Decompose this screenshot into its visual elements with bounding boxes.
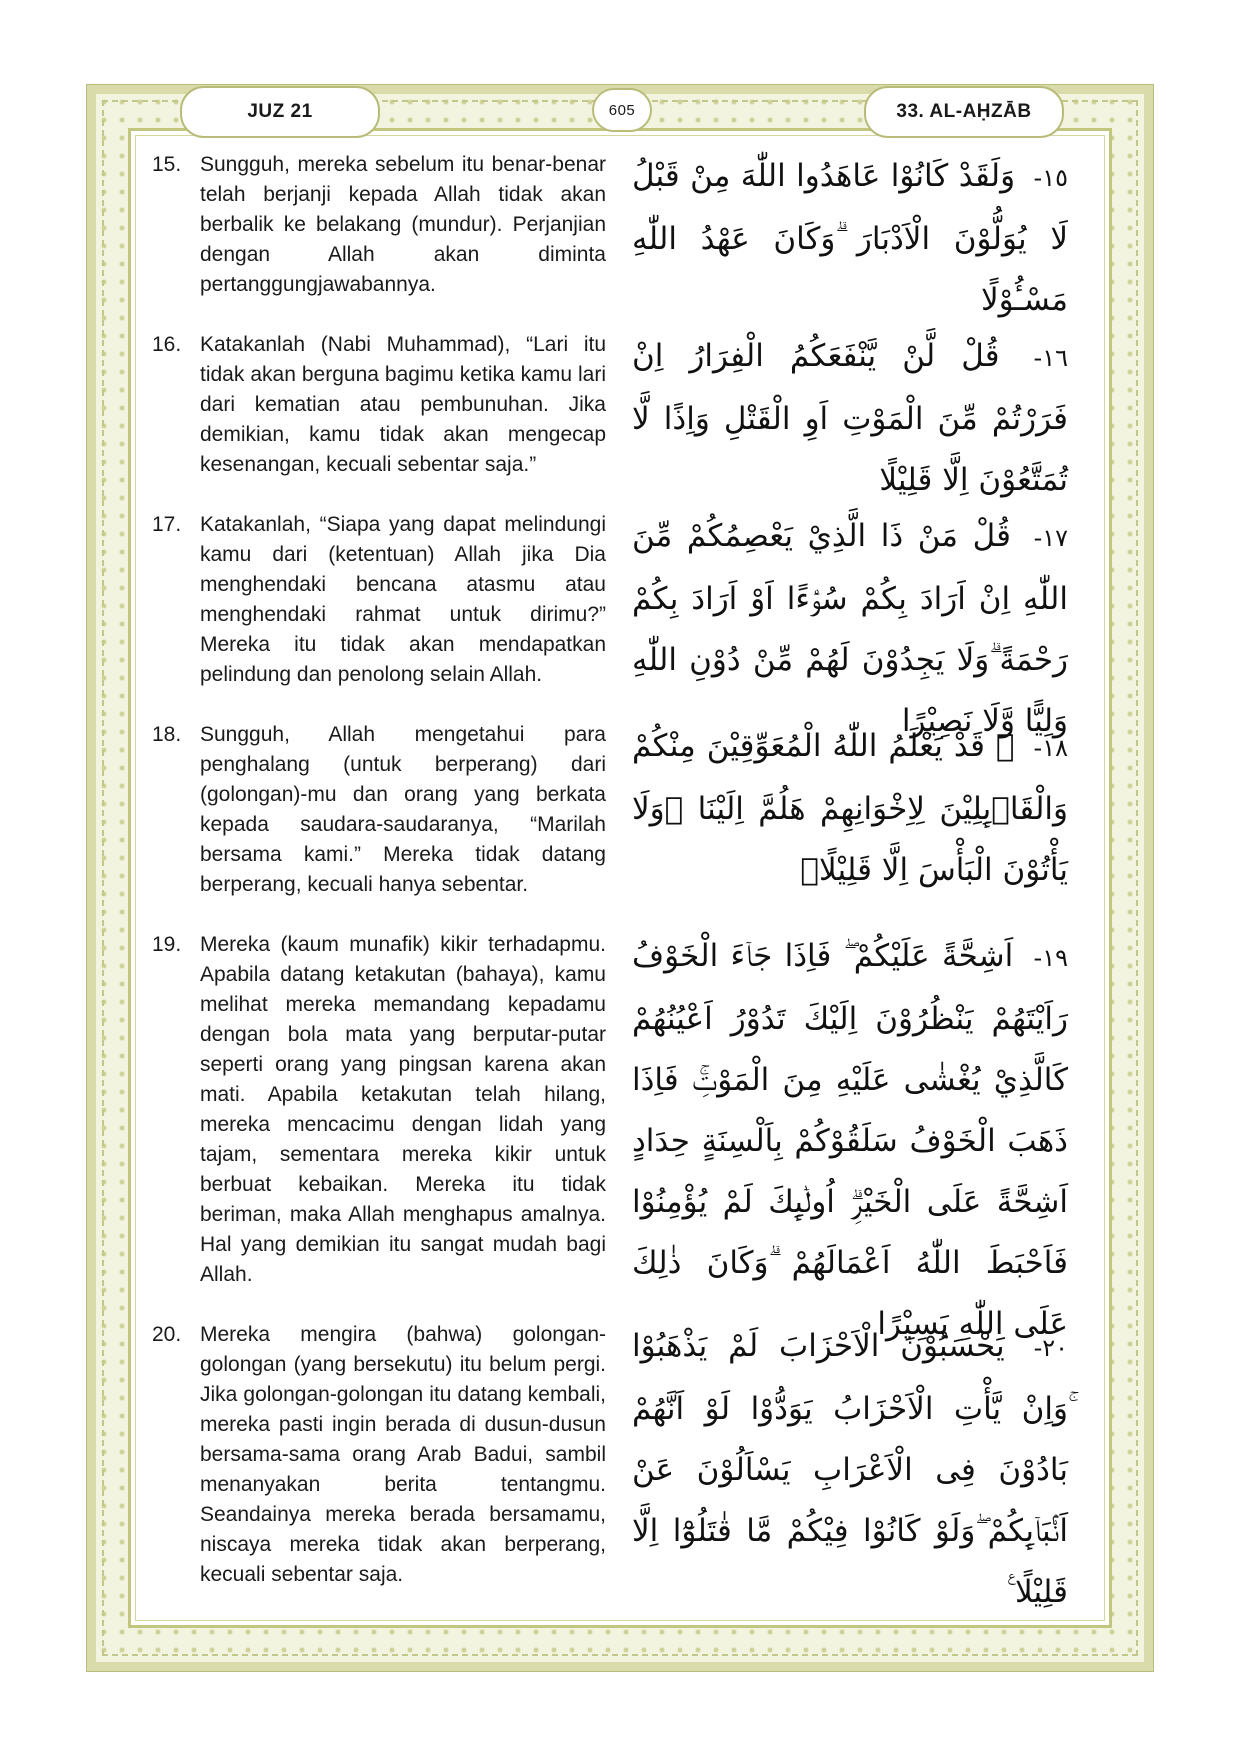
verse-number: 18. (152, 723, 182, 746)
page-number (592, 88, 652, 132)
arabic-text: قُلْ مَنْ ذَا الَّذِيْ يَعْصِمُكُمْ مِّنَ اللّٰهِ اِنْ اَرَادَ بِكُمْ سُوْۤءًا اَوْ اَرَادَ بِكُمْ رَحْمَةً ۗوَلَا يَجِدُوْنَ لَهُمْ مِّنْ دُوْنِ اللّٰهِ وَلِيًّا وَّلَا نَصِيْرًا (632, 518, 1068, 739)
arabic-text: وَلَقَدْ كَانُوْا عَاهَدُوا اللّٰهَ مِنْ قَبْلُ لَا يُوَلُّوْنَ الْاَدْبَارَ ۗوَكَانَ عَهْدُ اللّٰهِ مَسْـُٔوْلًا (632, 158, 1068, 318)
translation-text: Mereka mengira (bahwa) golongan-golongan (yang bersekutu) itu belum pergi. Jika golongan-golongan itu datang kembali, mereka pasti ingin berada di dusun-dusun bersama-sama orang Arab Badui, sambil menanyakan berita tentangmu. Seandainya mereka berada bersamamu, niscaya mereka tidak akan berperang, kecuali sebentar saja. (200, 1323, 606, 1586)
arabic-verse (632, 146, 1068, 331)
arabic-verse-number: ١٩- (1033, 944, 1068, 972)
translation-text: Katakanlah (Nabi Muhammad), “Lari itu tidak akan berguna bagimu ketika kamu lari dari kematian atau pembunuhan. Jika demikian, kamu tidak akan mengecap kesenangan, kecuali sebentar saja.” (200, 333, 606, 476)
page-number-text: 605 (608, 101, 636, 119)
juz-label (180, 86, 380, 138)
arabic-verse (632, 716, 1068, 901)
arabic-verse-number: ٢٠- (1033, 1334, 1069, 1362)
translation-text: Mereka (kaum munafik) kikir terhadapmu. Apabila datang ketakutan (bahaya), kamu melihat mereka memandang kepadamu dengan bola mata yang berputar-putar seperti orang yang pingsan karena akan mati. Apabila ketakutan telah hilang, mereka mencacimu dengan lidah yang tajam, sementara mereka kikir untuk berbuat kebaikan. Mereka itu tidak beriman, maka Allah menghapus amalnya. Hal yang demikian itu sangat mudah bagi Allah. (200, 933, 606, 1286)
verse-number: 16. (152, 333, 182, 356)
verse-number: 15. (152, 153, 182, 176)
surah-text: 33. AL-AḤZĀB (896, 101, 1032, 122)
surah-label (864, 86, 1064, 138)
arabic-verse (632, 926, 1068, 1355)
arabic-verse-number: ١٨- (1033, 734, 1068, 762)
arabic-text: ۞ قَدْ يَعْلَمُ اللّٰهُ الْمُعَوِّقِيْنَ مِنْكُمْ وَالْقَاۤىِٕلِيْنَ لِاِخْوَانِهِمْ هَلُمَّ اِلَيْنَا ۚوَلَا يَأْتُوْنَ الْبَأْسَ اِلَّا قَلِيْلًاۙ (632, 728, 1068, 888)
verse-number: 19. (152, 933, 182, 956)
verse-number: 20. (152, 1323, 182, 1346)
arabic-verse (632, 1316, 1068, 1623)
arabic-verse-number: ١٦- (1033, 344, 1068, 372)
arabic-text: يَحْسَبُوْنَ الْاَحْزَابَ لَمْ يَذْهَبُوْا ۚوَاِنْ يَّأْتِ الْاَحْزَابُ يَوَدُّوْا لَوْ اَنَّهُمْ بَادُوْنَ فِى الْاَعْرَابِ يَسْاَلُوْنَ عَنْ اَنْۢبَاۤىِٕكُمْ ۖوَلَوْ كَانُوْا فِيْكُمْ مَّا قٰتَلُوْٓا اِلَّا قَلِيْلًا ࣖ (632, 1328, 1068, 1610)
translation-text: Katakanlah, “Siapa yang dapat melindungi kamu dari (ketentuan) Allah jika Dia menghendaki bencana atasmu atau menghendaki rahmat untuk dirimu?” Mereka itu tidak akan mendapatkan pelindung dan penolong selain Allah. (200, 513, 606, 686)
arabic-verse-number: ١٥- (1033, 164, 1068, 192)
verse-number: 17. (152, 513, 182, 536)
juz-text: JUZ 21 (247, 101, 313, 122)
arabic-verse (632, 326, 1068, 511)
arabic-text: اَشِحَّةً عَلَيْكُمْ ۖ فَاِذَا جَاۤءَ الْخَوْفُ رَاَيْتَهُمْ يَنْظُرُوْنَ اِلَيْكَ تَدُوْرُ اَعْيُنُهُمْ كَالَّذِيْ يُغْشٰى عَلَيْهِ مِنَ الْمَوْتِۚ فَاِذَا ذَهَبَ الْخَوْفُ سَلَقُوْكُمْ بِاَلْسِنَةٍ حِدَادٍ اَشِحَّةً عَلَى الْخَيْرِۗ اُولٰۤىِٕكَ لَمْ يُؤْمِنُوْا فَاَحْبَطَ اللّٰهُ اَعْمَالَهُمْ ۗوَكَانَ ذٰلِكَ عَلَى اللّٰهِ يَسِيْرًا (632, 938, 1068, 1342)
translation-text: Sungguh, mereka sebelum itu benar-benar telah berjanji kepada Allah tidak akan berbalik ke belakang (mundur). Perjanjian dengan Allah akan diminta pertanggungjawabannya. (200, 153, 606, 296)
arabic-text: قُلْ لَّنْ يَّنْفَعَكُمُ الْفِرَارُ اِنْ فَرَرْتُمْ مِّنَ الْمَوْتِ اَوِ الْقَتْلِ وَاِذًا لَّا تُمَتَّعُوْنَ اِلَّا قَلِيْلًا (632, 338, 1068, 498)
translation-text: Sungguh, Allah mengetahui para penghalang (untuk berperang) dari (golongan)-mu dan orang yang berkata kepada saudara-saudaranya, “Marilah bersama kami.” Mereka tidak datang berperang, kecuali hanya sebentar. (200, 723, 606, 896)
arabic-verse-number: ١٧- (1033, 524, 1069, 552)
